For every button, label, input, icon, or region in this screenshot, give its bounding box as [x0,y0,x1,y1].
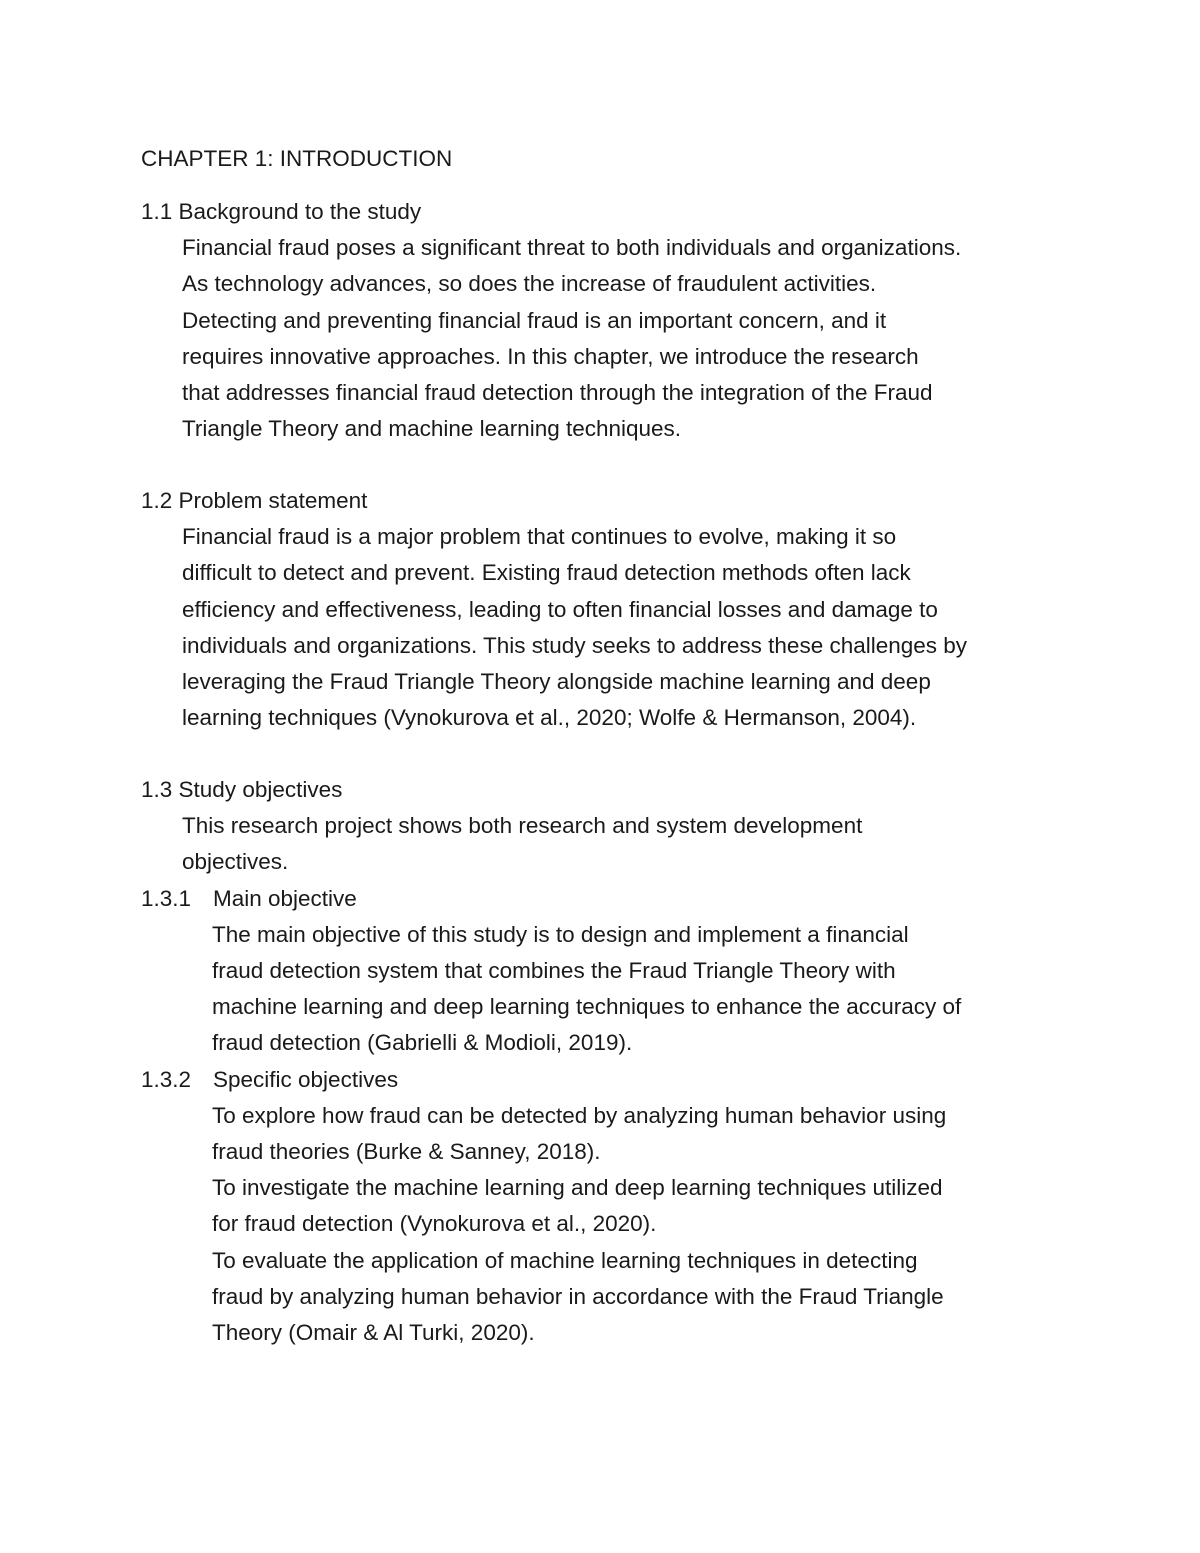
paragraph-line: To explore how fraud can be detected by analyzing human behavior using [212,1103,947,1128]
paragraph-line: requires innovative approaches. In this chapter, we introduce the research [182,344,919,369]
paragraph-line: Financial fraud is a major problem that continues to evolve, making it so [182,524,897,549]
paragraph-line: fraud by analyzing human behavior in accordance with the Fraud Triangle [212,1284,944,1309]
paragraph-line: Theory (Omair & Al Turki, 2020). [212,1320,535,1345]
paragraph-line: difficult to detect and prevent. Existing fraud detection methods often lack [182,560,911,585]
paragraph-line: machine learning and deep learning techniques to enhance the accuracy of [212,994,962,1019]
paragraph-line: leveraging the Fraud Triangle Theory alongside machine learning and deep [182,669,931,694]
paragraph-line: Financial fraud poses a significant threat to both individuals and organizations. [182,235,962,260]
paragraph-line: efficiency and effectiveness, leading to often financial losses and damage to [182,597,938,622]
paragraph-line: Detecting and preventing financial fraud is an important concern, and it [182,308,887,333]
subsection-number: 1.3.1 [141,886,192,911]
paragraph-line: As technology advances, so does the increase of fraudulent activities. [182,271,877,296]
subsection-title: Main objective [213,886,357,911]
section-heading-1-2: 1.2 Problem statement [141,488,368,513]
paragraph-line: Triangle Theory and machine learning techniques. [182,416,682,441]
paragraph-line: for fraud detection (Vynokurova et al., 2020). [212,1211,657,1236]
paragraph-line: fraud detection system that combines the Fraud Triangle Theory with [212,958,896,983]
subsection-number: 1.3.2 [141,1067,192,1092]
paragraph-line: individuals and organizations. This study seeks to address these challenges by [182,633,968,658]
subsection-title: Specific objectives [213,1067,399,1092]
chapter-title: CHAPTER 1: INTRODUCTION [141,146,453,171]
subsection-heading-1-3-1 [141,885,357,913]
paragraph-line: that addresses financial fraud detection through the integration of the Fraud [182,380,933,405]
paragraph-line: The main objective of this study is to design and implement a financial [212,922,909,947]
paragraph-line: This research project shows both research and system development [182,813,863,838]
paragraph-line: fraud theories (Burke & Sanney, 2018). [212,1139,601,1164]
paragraph-line: fraud detection (Gabrielli & Modioli, 2019). [212,1030,633,1055]
paragraph-line: To evaluate the application of machine learning techniques in detecting [212,1248,918,1273]
section-heading-1-3: 1.3 Study objectives [141,777,343,802]
paragraph-line: To investigate the machine learning and deep learning techniques utilized [212,1175,943,1200]
section-heading-1-1: 1.1 Background to the study [141,199,422,224]
subsection-heading-1-3-2 [141,1066,398,1094]
paragraph-line: objectives. [182,849,289,874]
paragraph-line: learning techniques (Vynokurova et al., 2020; Wolfe & Hermanson, 2004). [182,705,917,730]
